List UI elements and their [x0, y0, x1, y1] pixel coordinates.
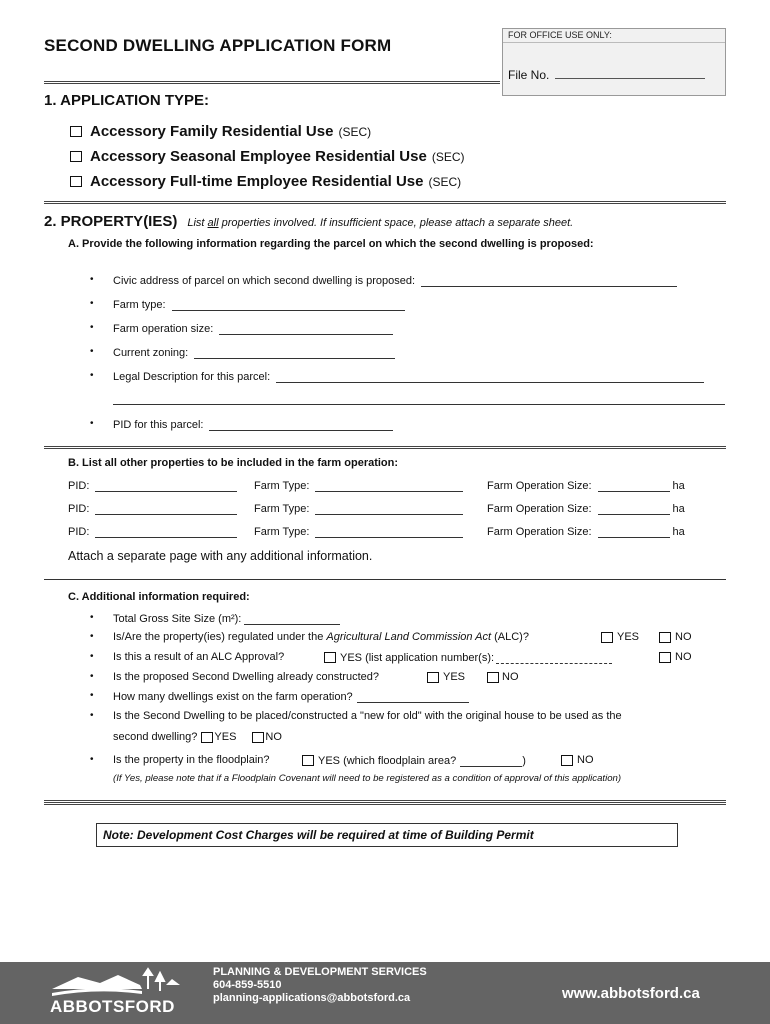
farm-type-input[interactable] [315, 525, 463, 538]
option-fulltime-label: Accessory Full-time Employee Residential Use [90, 173, 424, 190]
farm-type-row: • Farm type: [90, 298, 405, 311]
alc-approval-yes-checkbox[interactable] [324, 652, 336, 663]
family-checkbox[interactable] [70, 126, 82, 137]
new-for-old-no-label: NO [265, 731, 282, 743]
alc-approval-no[interactable]: NO [659, 651, 692, 663]
alc-yes[interactable]: YES [601, 631, 639, 643]
floodplain-row: • Is the property in the floodplain? [90, 754, 270, 766]
footer [0, 962, 770, 1024]
civic-label: Civic address of parcel on which second dwelling is proposed: [113, 275, 416, 287]
file-no-field [508, 67, 705, 82]
zoning-row: • Current zoning: [90, 346, 395, 359]
dwellings-row: • How many dwellings exist on the farm operation? [90, 690, 469, 703]
legal-row: • Legal Description for this parcel: [90, 370, 704, 383]
footer-email[interactable]: planning-applications@abbotsford.ca [213, 992, 411, 1004]
option-fulltime[interactable] [70, 173, 461, 190]
option-fulltime-code: (SEC) [428, 174, 462, 189]
floodplain-no[interactable]: NO [561, 754, 594, 766]
pid-label: PID: [68, 526, 90, 538]
farm-size-label: Farm Operation Size: [487, 480, 592, 492]
alc-approval-question: Is this a result of an ALC Approval? [113, 651, 285, 663]
pid-label: PID for this parcel: [113, 419, 204, 431]
constructed-no-checkbox[interactable] [487, 672, 499, 683]
farm-size-input[interactable] [219, 322, 393, 335]
seasonal-checkbox[interactable] [70, 151, 82, 162]
pid-row: • PID for this parcel: [90, 418, 393, 431]
option-family[interactable] [70, 123, 371, 140]
civic-input[interactable] [421, 274, 677, 287]
legal-input[interactable] [276, 370, 704, 383]
option-seasonal-code: (SEC) [431, 149, 465, 164]
option-seasonal[interactable] [70, 148, 465, 165]
new-for-old-question-cont: second dwelling? [113, 731, 198, 743]
alc-question: Is/Are the property(ies) regulated under the Agricultural Land Commission Act (ALC)? [113, 631, 529, 643]
section1-heading: 1. APPLICATION TYPE: [44, 92, 210, 109]
farm-type-input[interactable] [172, 298, 405, 311]
partA-rule [44, 446, 726, 450]
section1-rule [44, 201, 726, 205]
constructed-row: • Is the proposed Second Dwelling already constructed? [90, 671, 379, 683]
office-use-label: FOR OFFICE USE ONLY: [508, 30, 612, 40]
floodplain-question: Is the property in the floodplain? [113, 754, 270, 766]
zoning-input[interactable] [194, 346, 395, 359]
partC-rule [44, 800, 726, 805]
constructed-question: Is the proposed Second Dwelling already constructed? [113, 671, 379, 683]
logo-text: ABBOTSFORD [50, 997, 175, 1016]
farm-size-label: Farm Operation Size: [487, 526, 592, 538]
zoning-label: Current zoning: [113, 347, 189, 359]
floodplain-yes[interactable]: YES (which floodplain area? ) [302, 754, 526, 767]
farm-size-label: Farm Operation Size: [487, 503, 592, 515]
farm-type-label: Farm type: [113, 299, 166, 311]
section2-heading: 2. PROPERTY(IES) [44, 213, 178, 230]
floodplain-yes-checkbox[interactable] [302, 755, 314, 766]
pid-input[interactable] [95, 525, 237, 538]
farm-size-input[interactable] [598, 479, 670, 492]
pid-input[interactable] [95, 502, 237, 515]
farm-type-input[interactable] [315, 502, 463, 515]
fulltime-checkbox[interactable] [70, 176, 82, 187]
section2-header [44, 213, 573, 230]
header-rule [44, 81, 500, 85]
farm-size-input[interactable] [598, 525, 670, 538]
new-for-old-answers [113, 731, 282, 743]
farm-type-input[interactable] [315, 479, 463, 492]
partC-heading: C. Additional information required: [68, 591, 250, 603]
new-for-old-no-checkbox[interactable] [252, 732, 264, 743]
attach-note: Attach a separate page with any additional information. [68, 549, 373, 563]
alc-no-checkbox[interactable] [659, 632, 671, 643]
ha-unit: ha [672, 526, 685, 538]
partB-rule [44, 579, 726, 580]
floodplain-note: (If Yes, please note that if a Floodplain Covenant will need to be registered as a condition of approval of this application) [113, 773, 622, 784]
floodplain-area-input[interactable] [460, 754, 522, 767]
partB-heading: B. List all other properties to be included in the farm operation: [68, 457, 399, 469]
file-no-input[interactable] [555, 67, 705, 79]
footer-contact [213, 966, 427, 1005]
alc-approval-row: • Is this a result of an ALC Approval? [90, 651, 285, 663]
farm-type-label: Farm Type: [254, 480, 310, 492]
farm-size-label: Farm operation size: [113, 323, 214, 335]
legal-label: Legal Description for this parcel: [113, 371, 271, 383]
constructed-yes[interactable]: YES [427, 671, 465, 683]
file-no-label: File No. [508, 68, 550, 82]
farm-size-row: • Farm operation size: [90, 322, 393, 335]
alc-approval-yes[interactable]: YES (list application number(s): [324, 651, 612, 664]
footer-website[interactable]: www.abbotsford.ca [562, 985, 700, 1002]
partA-heading: A. Provide the following information regarding the parcel on which the second dwelling is proposed: [68, 238, 594, 250]
civic-row: • Civic address of parcel on which second dwelling is proposed: [90, 274, 677, 287]
ha-unit: ha [672, 503, 685, 515]
option-family-label: Accessory Family Residential Use [90, 123, 334, 140]
alc-no[interactable]: NO [659, 631, 692, 643]
pid-input[interactable] [209, 418, 393, 431]
constructed-yes-checkbox[interactable] [427, 672, 439, 683]
new-for-old-row: • Is the Second Dwelling to be placed/constructed a "new for old" with the original house to be used as the [90, 710, 622, 722]
footer-dept: PLANNING & DEVELOPMENT SERVICES [213, 966, 427, 978]
legal-input-line2[interactable] [113, 404, 725, 405]
constructed-no[interactable]: NO [487, 671, 519, 683]
floodplain-no-checkbox[interactable] [561, 755, 573, 766]
mountain-logo-icon [48, 967, 188, 997]
office-use-box [502, 28, 726, 96]
gross-size-input[interactable] [244, 612, 340, 625]
section2-note: List all properties involved. If insufficient space, please attach a separate sheet. [187, 217, 574, 229]
alc-application-number-input[interactable] [496, 651, 612, 664]
form-title: SECOND DWELLING APPLICATION FORM [44, 36, 392, 55]
option-family-code: (SEC) [338, 124, 372, 139]
farm-size-input[interactable] [598, 502, 670, 515]
alc-approval-no-checkbox[interactable] [659, 652, 671, 663]
footer-phone: 604-859-5510 [213, 979, 282, 991]
farm-type-label: Farm Type: [254, 526, 310, 538]
gross-size-row: • Total Gross Site Size (m²): [90, 612, 340, 625]
farm-type-label: Farm Type: [254, 503, 310, 515]
ha-unit: ha [672, 480, 685, 492]
dwellings-question: How many dwellings exist on the farm operation? [113, 691, 353, 703]
alc-row: • Is/Are the property(ies) regulated under the Agricultural Land Commission Act (ALC)? [90, 631, 529, 643]
pid-label: PID: [68, 503, 90, 515]
new-for-old-yes-label: YES [214, 731, 237, 743]
option-seasonal-label: Accessory Seasonal Employee Residential Use [90, 148, 427, 165]
new-for-old-question: Is the Second Dwelling to be placed/constructed a "new for old" with the original house to be used as the [113, 710, 622, 722]
new-for-old-yes-checkbox[interactable] [201, 732, 213, 743]
dcc-note: Note: Development Cost Charges will be required at time of Building Permit [96, 823, 678, 847]
dwellings-input[interactable] [357, 690, 469, 703]
pid-label: PID: [68, 480, 90, 492]
alc-yes-checkbox[interactable] [601, 632, 613, 643]
abbotsford-logo [48, 967, 188, 1019]
gross-size-label: Total Gross Site Size (m²): [113, 613, 242, 625]
pid-input[interactable] [95, 479, 237, 492]
